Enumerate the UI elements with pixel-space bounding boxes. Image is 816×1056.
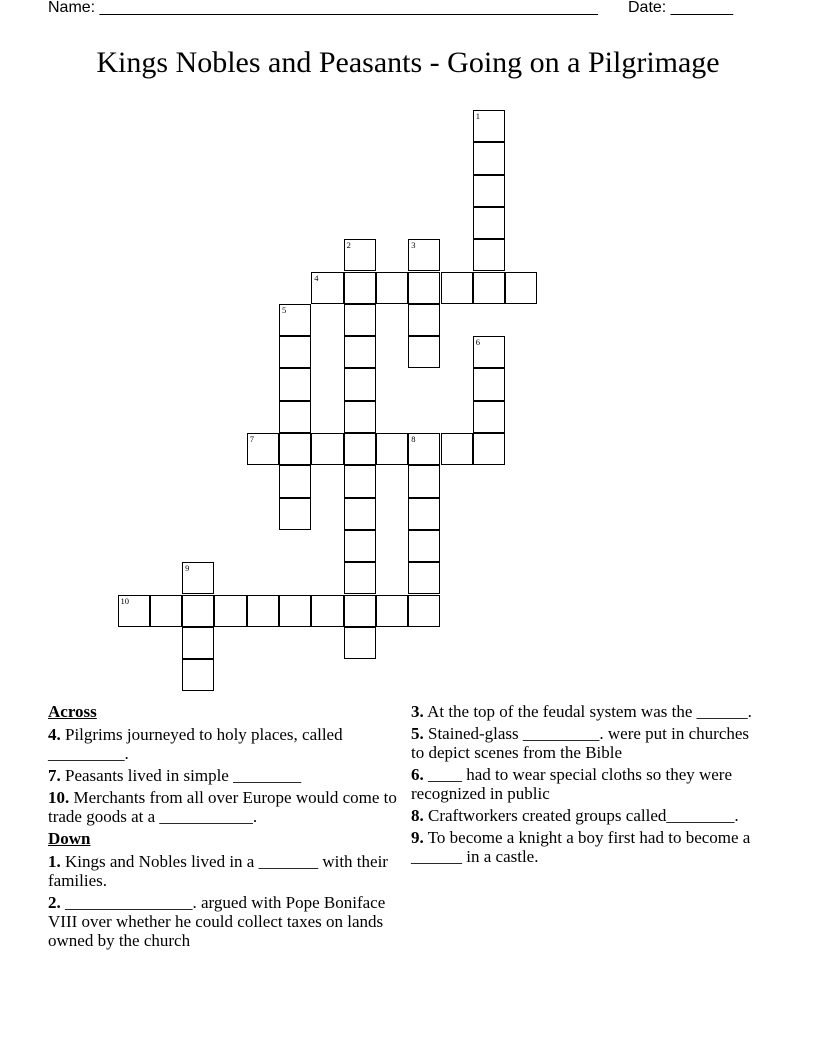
grid-cell[interactable] — [408, 433, 440, 465]
grid-cell[interactable] — [279, 595, 311, 627]
clue-number: 2. — [48, 893, 61, 912]
clue-down-8 — [411, 806, 756, 825]
across-heading: Across — [48, 702, 97, 721]
clue-text: _______________. argued with Pope Boniface VIII over whether he could collect taxes on lands owned by the church — [48, 893, 386, 950]
clue-down-1 — [48, 852, 398, 890]
grid-cell[interactable] — [441, 272, 473, 304]
grid-cell[interactable] — [344, 562, 376, 594]
grid-cell[interactable] — [118, 595, 150, 627]
clue-text: Merchants from all over Europe would come to trade goods at a ___________. — [48, 788, 397, 826]
grid-cell[interactable] — [473, 207, 505, 239]
grid-cell[interactable] — [311, 433, 343, 465]
grid-cell[interactable] — [473, 433, 505, 465]
grid-cell[interactable] — [376, 433, 408, 465]
grid-cell[interactable] — [473, 401, 505, 433]
clues-left-column — [48, 702, 398, 953]
grid-cell[interactable] — [311, 272, 343, 304]
grid-cell[interactable] — [408, 562, 440, 594]
name-label: Name: — [48, 0, 96, 16]
cell-number: 9 — [185, 563, 190, 574]
grid-cell[interactable] — [473, 239, 505, 271]
page-title: Kings Nobles and Peasants - Going on a Pilgrimage — [96, 46, 720, 79]
cell-number: 5 — [282, 304, 287, 315]
grid-cell[interactable] — [279, 368, 311, 400]
grid-cell[interactable] — [344, 336, 376, 368]
grid-cell[interactable] — [408, 595, 440, 627]
clue-across-10 — [48, 788, 398, 826]
clue-down-6 — [411, 765, 756, 803]
clue-text: Peasants lived in simple ________ — [65, 766, 302, 785]
grid-cell[interactable] — [247, 433, 279, 465]
grid-cell[interactable] — [344, 595, 376, 627]
cell-number: 4 — [314, 272, 319, 283]
grid-cell[interactable] — [473, 272, 505, 304]
grid-cell[interactable] — [344, 433, 376, 465]
grid-cell[interactable] — [344, 401, 376, 433]
grid-cell[interactable] — [473, 336, 505, 368]
cell-number: 10 — [120, 595, 129, 606]
grid-cell[interactable] — [344, 627, 376, 659]
grid-cell[interactable] — [408, 304, 440, 336]
clue-number: 4. — [48, 725, 61, 744]
grid-cell[interactable] — [344, 368, 376, 400]
clue-text: To become a knight a boy first had to become a ______ in a castle. — [411, 828, 751, 866]
clue-across-4 — [48, 725, 398, 763]
clue-text: Pilgrims journeyed to holy places, called _________. — [48, 725, 343, 763]
clue-number: 3. — [411, 702, 424, 721]
cell-number: 8 — [411, 434, 416, 444]
grid-cell[interactable] — [182, 627, 214, 659]
clues-right-column — [411, 702, 756, 869]
clue-text: Kings and Nobles lived in a _______ with their families. — [48, 852, 388, 890]
grid-cell[interactable] — [279, 401, 311, 433]
grid-cell[interactable] — [473, 110, 505, 142]
grid-cell[interactable] — [182, 562, 214, 594]
grid-cell[interactable] — [505, 272, 537, 304]
grid-cell[interactable] — [473, 175, 505, 207]
clue-across-7 — [48, 766, 398, 785]
clue-down-3 — [411, 702, 756, 721]
grid-cell[interactable] — [344, 498, 376, 530]
grid-cell[interactable] — [182, 659, 214, 691]
grid-cell[interactable] — [182, 595, 214, 627]
grid-cell[interactable] — [279, 336, 311, 368]
grid-cell[interactable] — [376, 272, 408, 304]
clue-text: ____ had to wear special cloths so they were recognized in public — [411, 765, 733, 803]
clue-text: At the top of the feudal system was the ______. — [427, 702, 752, 721]
grid-cell[interactable] — [473, 142, 505, 174]
clue-text: Craftworkers created groups called________. — [428, 806, 739, 825]
grid-cell[interactable] — [408, 336, 440, 368]
clue-down-2 — [48, 893, 398, 950]
grid-cell[interactable] — [344, 272, 376, 304]
date-label: Date: — [628, 0, 667, 16]
grid-cell[interactable] — [311, 595, 343, 627]
grid-cell[interactable] — [247, 595, 279, 627]
name-blank[interactable]: ________________________________________________________ — [99, 0, 598, 16]
clue-down-5 — [411, 724, 756, 762]
cell-number: 1 — [475, 111, 481, 121]
grid-cell[interactable] — [279, 498, 311, 530]
grid-cell[interactable] — [441, 433, 473, 465]
grid-cell[interactable] — [376, 595, 408, 627]
grid-cell[interactable] — [150, 595, 182, 627]
clue-number: 9. — [411, 828, 424, 847]
cell-number: 3 — [411, 240, 416, 251]
grid-cell[interactable] — [279, 433, 311, 465]
grid-cell[interactable] — [344, 239, 376, 271]
cell-number: 2 — [346, 240, 351, 251]
grid-cell[interactable] — [344, 465, 376, 497]
cell-number: 6 — [475, 337, 481, 348]
grid-cell[interactable] — [408, 465, 440, 497]
cell-number: 7 — [249, 434, 254, 444]
grid-cell[interactable] — [279, 304, 311, 336]
date-blank[interactable]: _______ — [670, 0, 733, 16]
grid-cell[interactable] — [344, 530, 376, 562]
clue-number: 8. — [411, 806, 424, 825]
grid-cell[interactable] — [408, 272, 440, 304]
clue-number: 6. — [411, 765, 424, 784]
grid-cell[interactable] — [408, 498, 440, 530]
clue-number: 5. — [411, 724, 424, 743]
grid-cell[interactable] — [408, 530, 440, 562]
grid-cell[interactable] — [279, 465, 311, 497]
clue-text: Stained-glass _________. were put in churches to depict scenes from the Bible — [411, 724, 750, 762]
grid-cell[interactable] — [344, 304, 376, 336]
clue-down-9 — [411, 828, 756, 866]
clue-number: 1. — [48, 852, 61, 871]
grid-cell[interactable] — [408, 239, 440, 271]
clue-number: 10. — [48, 788, 70, 807]
down-heading: Down — [48, 829, 91, 848]
grid-cell[interactable] — [214, 595, 246, 627]
clue-number: 7. — [48, 766, 61, 785]
grid-cell[interactable] — [473, 368, 505, 400]
